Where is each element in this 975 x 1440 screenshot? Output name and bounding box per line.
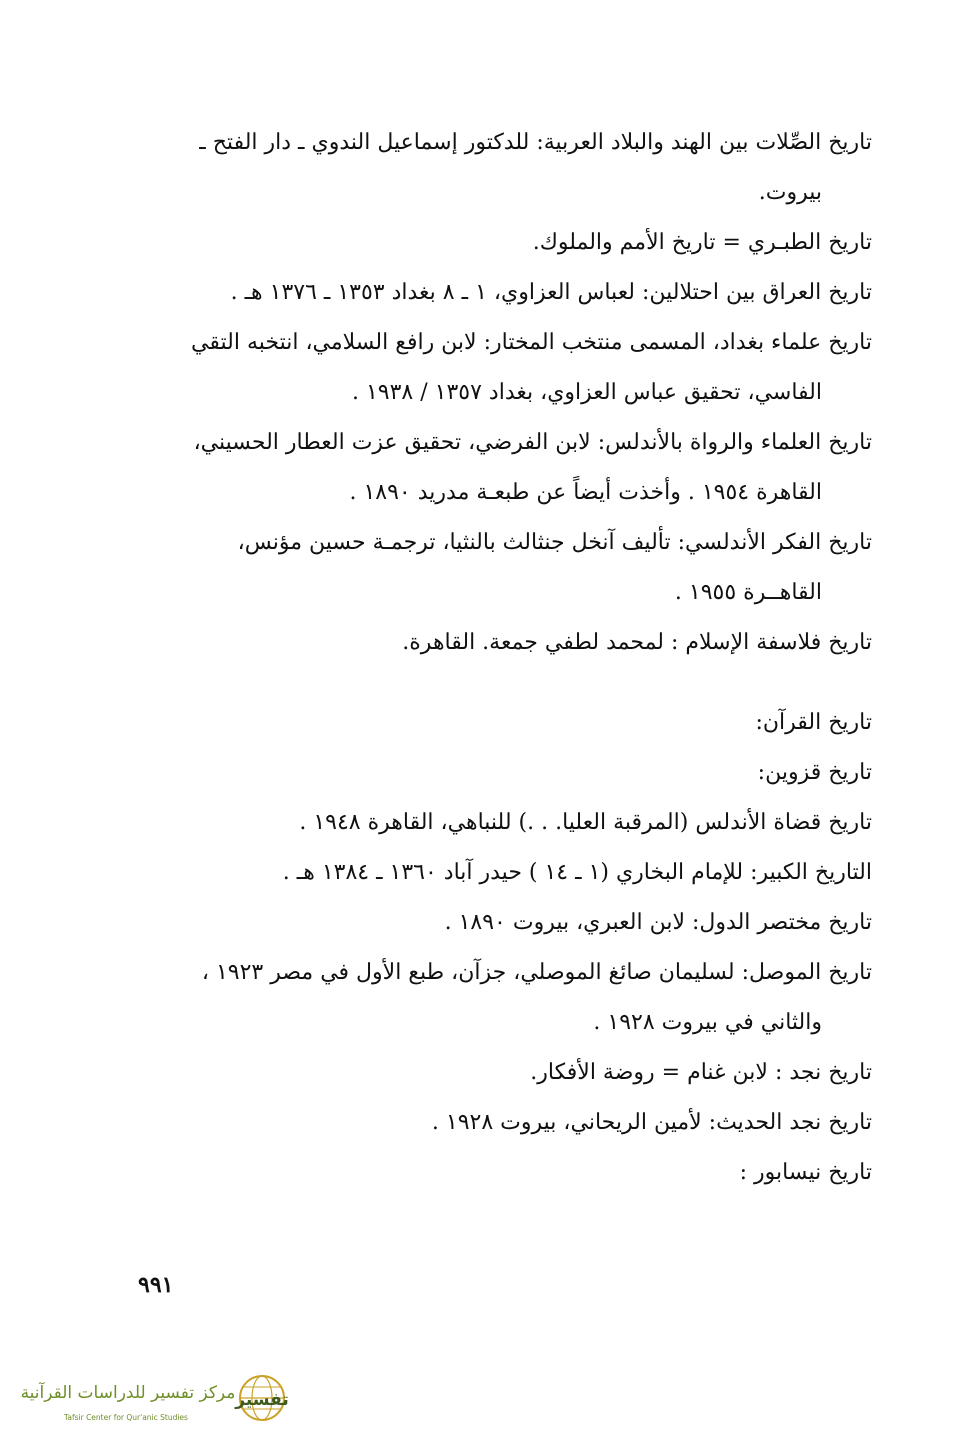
entry-line: تاريخ العلماء والرواة بالأندلس: لابن الفرضي، تحقيق عزت العطار الحسيني، [193,430,872,455]
logo-english-name: Tafsir Center for Qur'anic Studies [64,1413,188,1422]
bibliography-list [120,118,872,1198]
entry-line: تاريخ الطبـري = تاريخ الأمم والملوك. [532,230,872,255]
entry-line: تاريخ فلاسفة الإسلام : لمحمد لطفي جمعة. القاهرة. [402,630,872,655]
bibliography-entry [120,1048,872,1098]
bibliography-entry [120,798,872,848]
bibliography-entry [120,948,872,1048]
bibliography-entry [120,218,872,268]
bibliography-entry [120,418,872,518]
bibliography-entry [120,618,872,668]
bibliography-entry [120,268,872,318]
bibliography-entry [120,518,872,618]
entry-continuation-line: الفاسي، تحقيق عباس العزاوي، بغداد ١٣٥٧ / ١٩٣٨ . [351,380,822,405]
entry-line: تاريخ نجد الحديث: لأمين الريحاني، بيروت ١٩٢٨ . [431,1110,872,1135]
entry-line: تاريخ علماء بغداد، المسمى منتخب المختار: لابن رافع السلامي، انتخبه التقي [191,330,872,355]
bibliography-entry [120,848,872,898]
bibliography-entry [120,748,872,798]
entry-continuation-line: بيروت. [758,180,822,205]
entry-line: تاريخ الصِّلات بين الهند والبلاد العربية: للدكتور إسماعيل الندوي ـ دار الفتح ـ [199,130,872,155]
entry-line: تاريخ العراق بين احتلالين: لعباس العزاوي، ١ ـ ٨ بغداد ١٣٥٣ ـ ١٣٧٦ هـ . [230,280,872,305]
page-number: ٩٩١ [138,1272,174,1298]
entry-line: تاريخ نجد : لابن غنام = روضة الأفكار. [530,1060,872,1085]
bibliography-entry [120,118,872,218]
entry-line: تاريخ الفكر الأندلسي: تأليف آنخل جنثالث بالنثيا، ترجمـة حسين مؤنس، [237,530,872,555]
bibliography-entry [120,1098,872,1148]
entry-continuation-line: القاهرة ١٩٥٤ . وأخذت أيضاً عن طبعـة مدريد ١٨٩٠ . [349,480,822,505]
entry-line: تاريخ قضاة الأندلس (المرقبة العليا. . .) للنباهي، القاهرة ١٩٤٨ . [299,810,872,835]
entry-continuation-line: القاهــرة ١٩٥٥ . [674,580,822,605]
entry-continuation-line: والثاني في بيروت ١٩٢٨ . [593,1010,822,1035]
bibliography-group-1 [120,118,872,668]
logo-emblem-text: تفسير [235,1390,289,1410]
entry-line: تاريخ مختصر الدول: لابن العبري، بيروت ١٨٩٠ . [444,910,872,935]
publisher-logo [18,1372,290,1428]
logo-graphic [18,1372,290,1428]
section-gap [120,668,872,698]
entry-line: التاريخ الكبير: للإمام البخاري (١ ـ ١٤ ) حيدر آباد ١٣٦٠ ـ ١٣٨٤ هـ . [282,860,872,885]
logo-arabic-name: مركز تفسير للدراسات القرآنية [20,1383,236,1403]
entry-line: تاريخ الموصل: لسليمان صائغ الموصلي، جزآن، طبع الأول في مصر ١٩٢٣ ، [201,960,872,985]
bibliography-group-2 [120,698,872,1198]
entry-line: تاريخ قزوين: [757,760,872,785]
entry-line: تاريخ القرآن: [755,710,872,735]
bibliography-entry [120,698,872,748]
entry-line: تاريخ نيسابور : [739,1160,872,1185]
bibliography-entry [120,898,872,948]
bibliography-entry [120,1148,872,1198]
bibliography-entry [120,318,872,418]
